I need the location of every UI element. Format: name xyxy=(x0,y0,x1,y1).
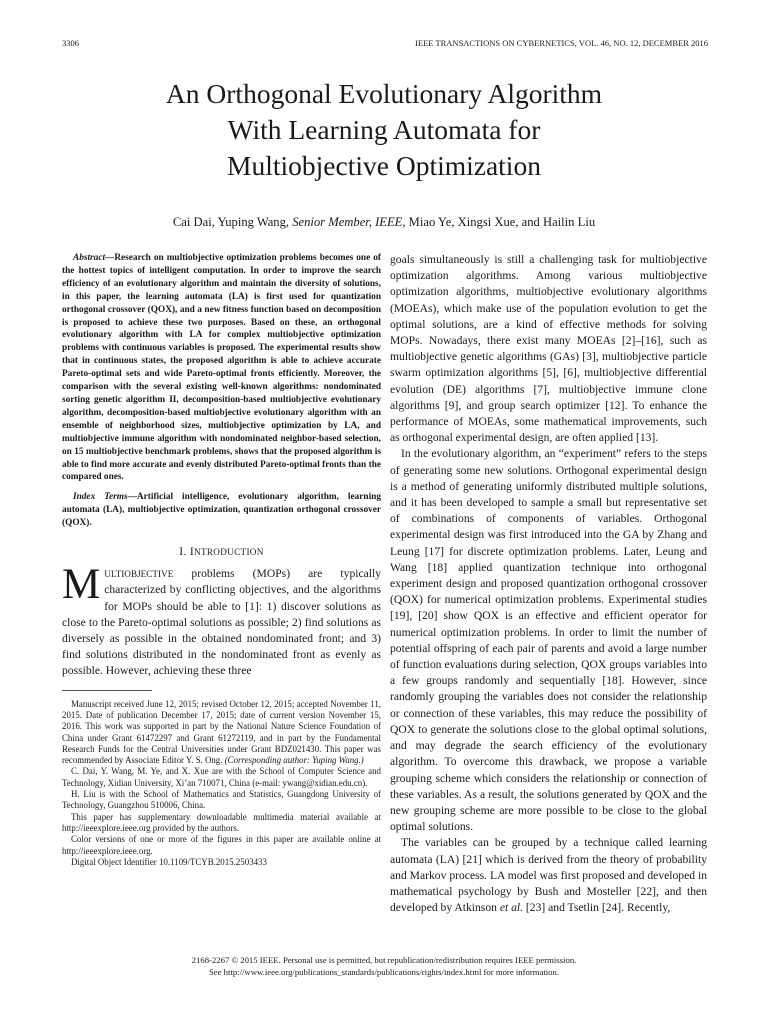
paper-title xyxy=(0,76,768,184)
footnote-supplementary: This paper has supplementary downloadable multimedia material available at http://ieeexplore.ieee.org provided by the authors. xyxy=(62,811,381,833)
authors-before: Cai Dai, Yuping Wang, xyxy=(172,215,290,229)
section-number: I. xyxy=(179,545,190,559)
body-paragraph-2: In the evolutionary algorithm, an “experiment” refers to the steps of generating some new solutions. Orthogonal experimental design is a method of generating uniformly distributed multiple solutions, and it has been developed to sample a small but representative set of combinations of components of variables. Orthogonal experimental design was first introduced into the GA by Zhang and Leung [17] for discrete optimization problems. Later, Leung and Wang [18] applied quantization technique into orthogonal experiment design and proposed quantization orthogonal crossover (QOX) for numerical optimization problems. Experimental studies [19], [20] show QOX is an effective and efficient operator for numerical optimization problems. In order to limit the number of potential offspring of each pair of parents and avoid a large number of function evaluations during selection, QOX groups variables into a few groups randomly and sequentially [18]. However, since randomly grouping the variables does not consider the relationship or connection of these variables, this may reduce the possibility of QOX to generate the solutions close to the global optimal solutions, and may degrade the search efficiency of the evolutionary algorithm. To overcome this drawback, we propose a variable grouping scheme which considers the relationship or connection of these variables. As a result, the solutions generated by QOX and the new grouping scheme are more possible to be close to the global optimal solutions. xyxy=(390,447,707,834)
title-line-1: An Orthogonal Evolutionary Algorithm xyxy=(165,78,603,109)
copyright-notice xyxy=(0,955,768,978)
index-terms xyxy=(62,491,381,530)
footnote-divider xyxy=(62,690,152,691)
section-initial: I xyxy=(189,545,195,559)
intro-paragraph xyxy=(62,561,381,679)
section-rest: NTRODUCTION xyxy=(194,547,264,558)
body-paragraph-1: goals simultaneously is still a challenging task for multiobjective optimization algorithms. Among various multiobjective optimization algorithms, multiobjective evolutionary algorithms (MOEAs), which make use of the population evolution to get the optimal solutions, are a kind of effective methods for solving MOPs. Nowadays, there exist many MOEAs [2]–[16], such as multiobjective genetic algorithms (GAs) [3], multiobjective particle swarm optimization algorithms [5], [6], multiobjective differential evolution (DE) algorithms [7], multiobjective immune clone algorithms [9], and group search optimizer [12]. To enhance the performance of MOEAs, some mathematical improvements, such as orthogonal experimental design, are often applied [13]. xyxy=(390,253,707,445)
abstract-text: Research on multiobjective optimization problems becomes one of the hottest topics of intelligent computation. In order to improve the search efficiency of an evolutionary algorithm and maintain the diversity of solutions, in this paper, the learning automata (LA) is first used for quantization orthogonal crossover (QOX), and a new fitness function based on decomposition is proposed to achieve these two purposes. Based on these, an orthogonal evolutionary algorithm with LA for complex multiobjective optimization problems with continuous variables is proposed. The experimental results show that in continuous states, the proposed algorithm is able to achieve accurate Pareto-optimal sets and wide Pareto-optimal fronts efficiently. Moreover, the comparison with the several existing well-known algorithms: nondominated sorting genetic algorithm II, decomposition-based multiobjective evolutionary algorithm, decomposition-based multiobjective evolutionary algorithm with an ensemble of neighborhood sizes, multiobjective optimization by LA, and multiobjective immune algorithm with nondominated neighbor-based selection, on 15 multiobjective benchmark problems, shows that the proposed algorithm is able to find more accurate and evenly distributed Pareto-optimal fronts than the compared ones. xyxy=(62,253,381,483)
abstract-label: Abstract xyxy=(73,253,106,263)
footnote-affiliation-1: C. Dai, Y. Wang, M. Ye, and X. Xue are with the School of Computer Science and Technology, Xidian University, Xi’an 710071, China (e-mail: ywang@xidian.edu.cn). xyxy=(62,766,381,788)
footnote-manuscript-text: Manuscript received June 12, 2015; revised October 12, 2015; accepted November 11, 2015. Date of publication December 17, 2015; date of current version November 15, 2016. This work was supported in part by the National Nature Science Foundation of China under Grant 61472297 and Grant 61272119, and in part by the Fundamental Research Funds for the Central Universities under Grant BDZ021430. This paper was recommended by Associate Editor Y. S. Ong. xyxy=(62,698,381,766)
section-heading-introduction xyxy=(62,544,381,560)
footnote-doi: Digital Object Identifier 10.1109/TCYB.2015.2503433 xyxy=(71,856,267,867)
right-column xyxy=(390,252,707,916)
left-column xyxy=(62,252,381,868)
journal-header: IEEE TRANSACTIONS ON CYBERNETICS, VOL. 46, NO. 12, DECEMBER 2016 xyxy=(415,38,708,48)
title-line-3: Multiobjective Optimization xyxy=(227,150,541,181)
corresponding-author: (Corresponding author: Yuping Wang.) xyxy=(224,755,364,766)
drop-cap: M xyxy=(62,561,101,609)
index-terms-dash: — xyxy=(127,492,137,503)
intro-first-word: ULTIOBJECTIVE xyxy=(104,569,174,580)
author-list xyxy=(0,215,768,230)
index-terms-label: Index Terms xyxy=(73,492,128,503)
et-al: et al. xyxy=(499,901,524,915)
authors-after: , Miao Ye, Xingsi Xue, and Hailin Liu xyxy=(402,215,596,229)
body-paragraph-3 xyxy=(390,835,707,916)
body-paragraph-3-b: [23] and Tsetlin [24]. Recently, xyxy=(523,901,671,915)
author-membership: Senior Member, IEEE xyxy=(292,215,403,229)
copyright-line-2: See http://www.ieee.org/publications_standards/publications/rights/index.html for more information. xyxy=(208,966,560,977)
index-terms-text: Artificial intelligence, evolutionary algorithm, learning automata (LA), multiobjective optimization, quantization orthogonal crossover (QOX). xyxy=(62,492,381,529)
abstract xyxy=(62,252,381,484)
intro-text: problems (MOPs) are typically characterized by conflicting objectives, and the algorithms for MOPs should be able to [1]: 1) discover solutions as close to the Pareto-optimal solutions as possible; 2) find solutions as diversely as possible in the obtained nondominated front; and 3) find solutions distributed in the nondominated front as evenly as possible. However, achieving these three xyxy=(62,567,381,678)
footnote-manuscript xyxy=(62,699,381,767)
copyright-line-1: 2168-2267 © 2015 IEEE. Personal use is permitted, but republication/redistribution requires IEEE permission. xyxy=(191,955,577,965)
title-line-2: With Learning Automata for xyxy=(227,114,541,145)
page-number: 3306 xyxy=(62,38,79,48)
footnote-affiliation-2: H. Liu is with the School of Mathematics and Statistics, Guangdong University of Technology, Guangzhou 510006, China. xyxy=(62,789,381,811)
body-paragraph-3-a: The variables can be grouped by a technique called learning automata (LA) [21] which is derived from the theory of probability and Markov process. LA model was first proposed and developed in mathematical psychology by Bush and Mosteller [22], and then developed by Atkinson xyxy=(390,836,707,915)
footnote-color: Color versions of one or more of the figures in this paper are available online at http://ieeexplore.ieee.org. xyxy=(62,834,381,856)
abstract-dash: — xyxy=(105,253,115,263)
